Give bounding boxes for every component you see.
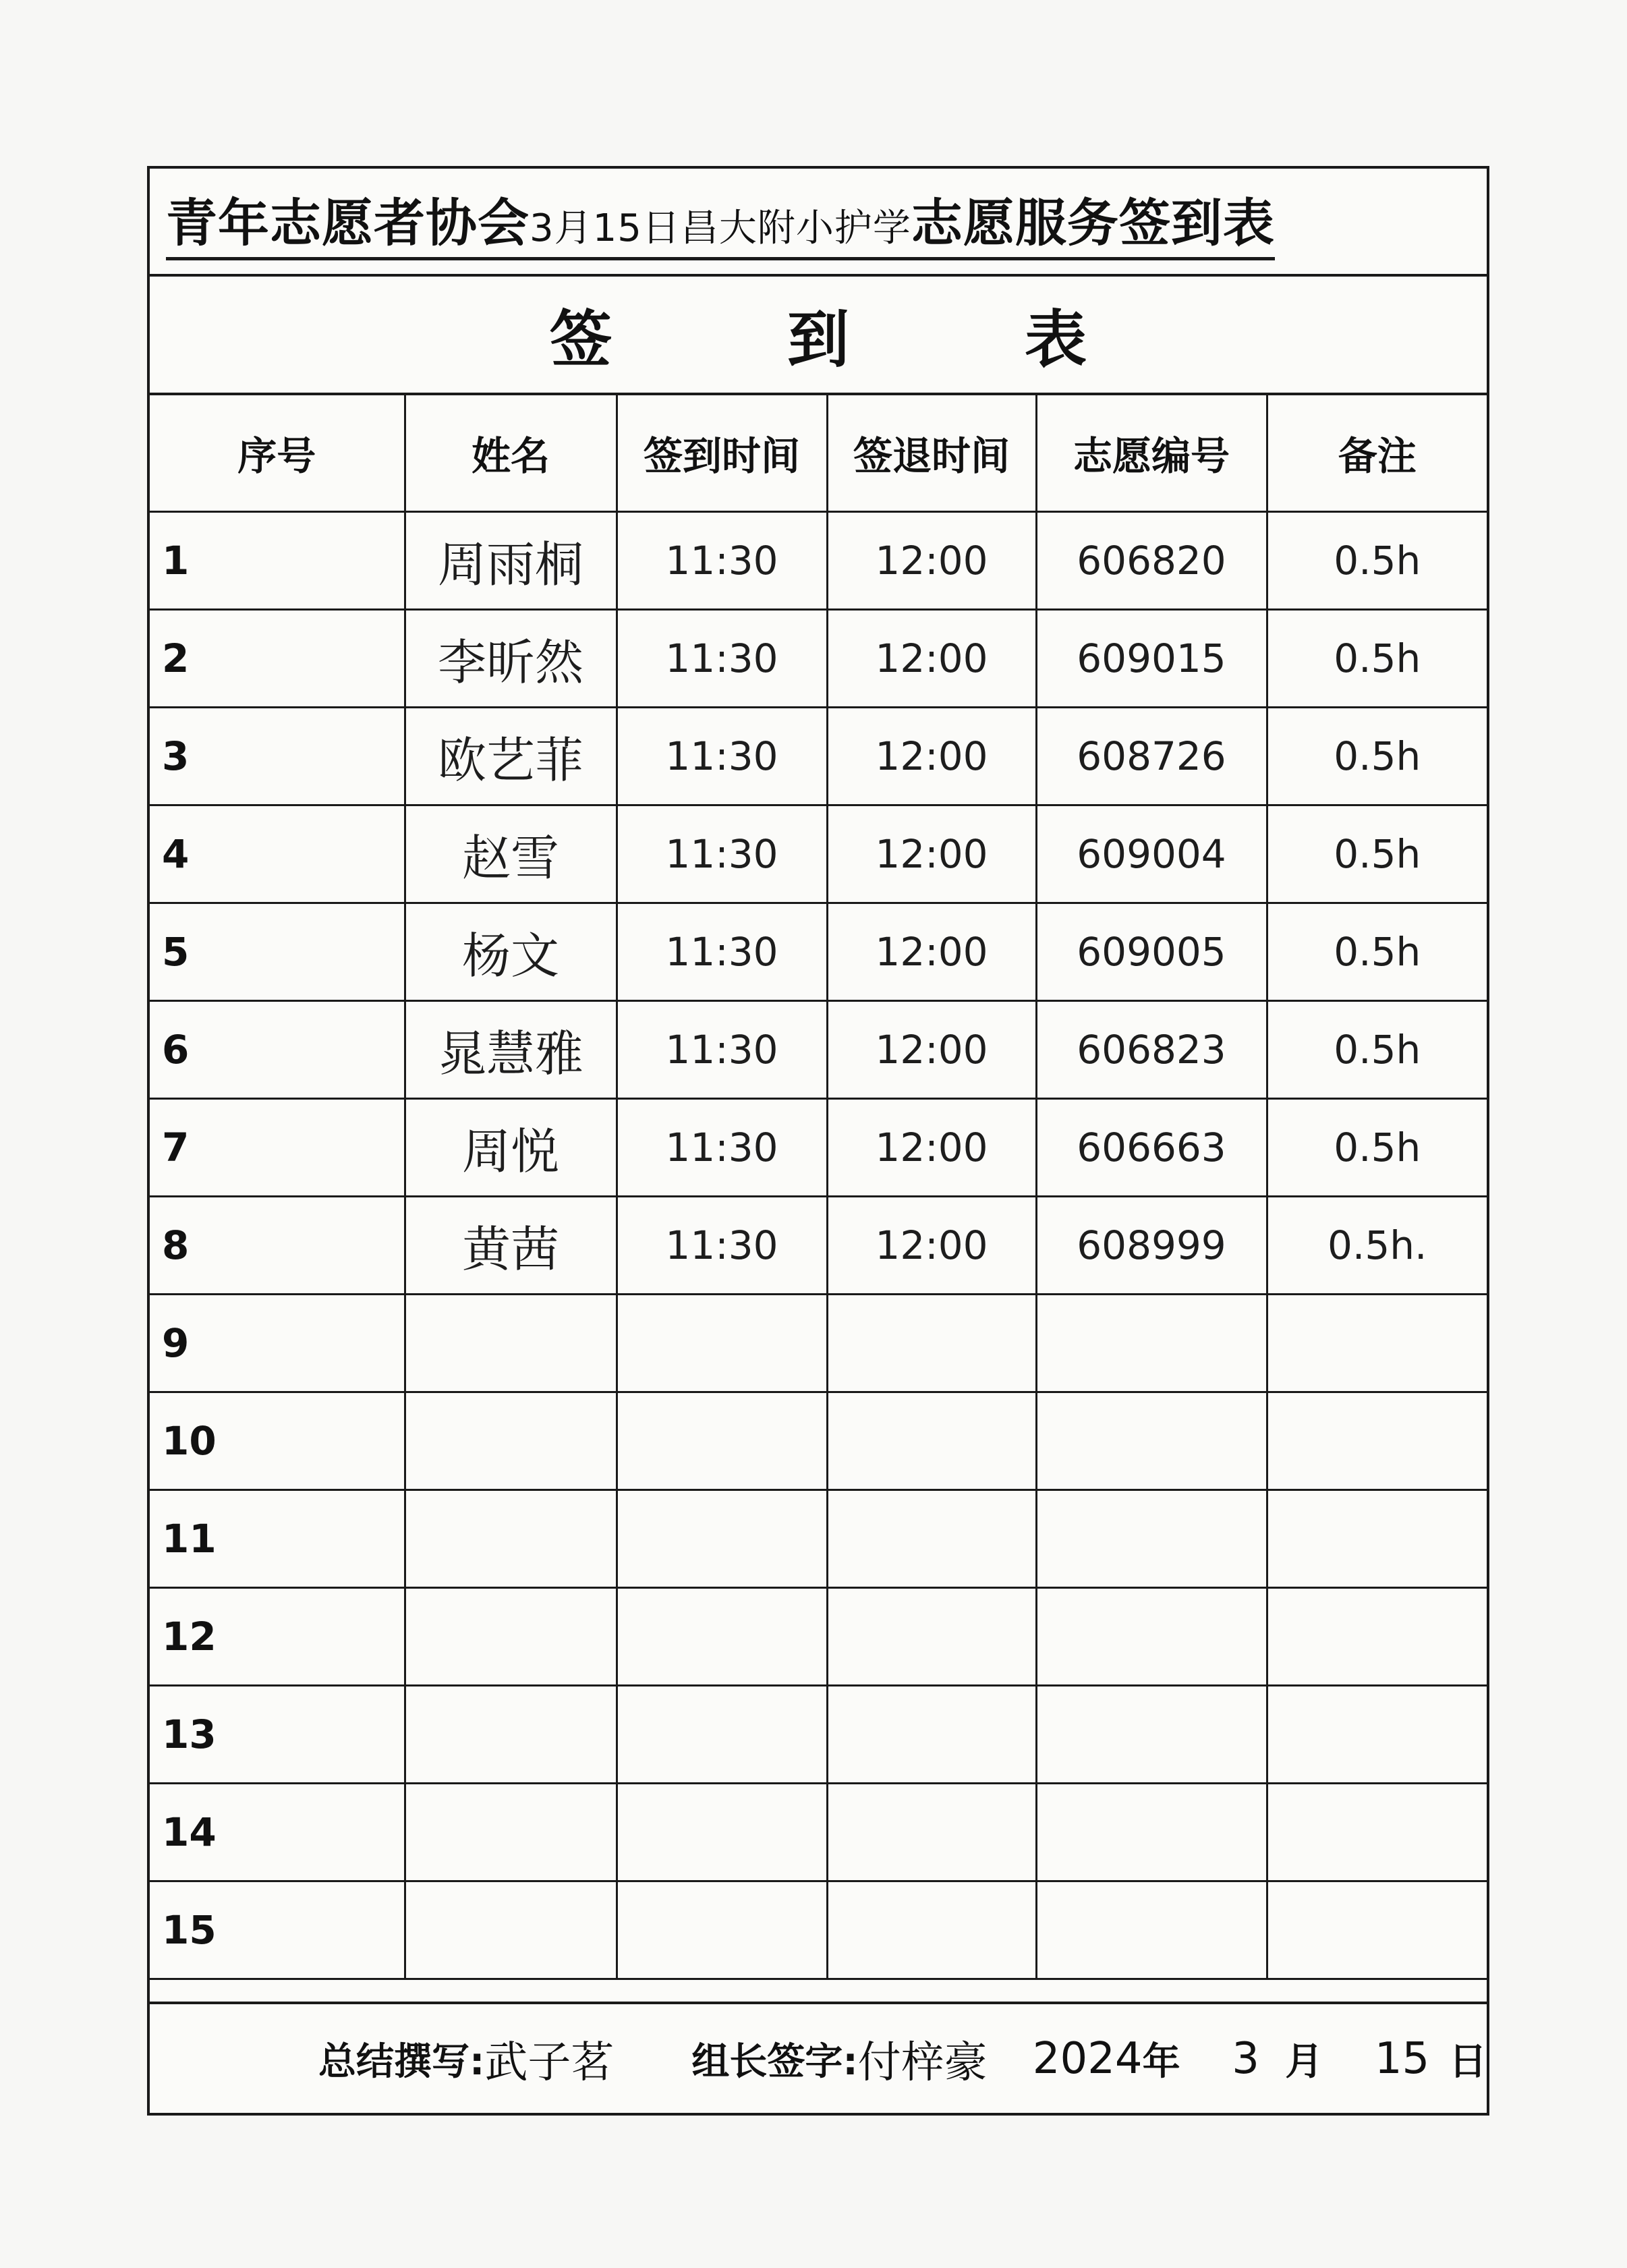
volunteer-name (405, 1587, 617, 1685)
row-index: 6 (150, 1000, 405, 1098)
sign-out-time: 12:00 (827, 707, 1036, 805)
row-index: 1 (150, 511, 405, 609)
sign-in-time (617, 1490, 827, 1587)
row-index: 8 (150, 1196, 405, 1294)
table-row (150, 511, 1487, 609)
volunteer-name: 赵雪 (405, 805, 617, 903)
row-index: 5 (150, 903, 405, 1000)
remark (1267, 1685, 1487, 1783)
remark: 0.5h (1267, 511, 1487, 609)
remark: 0.5h (1267, 1098, 1487, 1196)
row-index: 11 (150, 1490, 405, 1587)
sign-out-time (827, 1294, 1036, 1392)
sign-in-time (617, 1685, 827, 1783)
footer (150, 2002, 1487, 2113)
title-row (150, 169, 1487, 277)
volunteer-name (405, 1685, 617, 1783)
remark: 0.5h (1267, 707, 1487, 805)
volunteer-id (1036, 1294, 1267, 1392)
volunteer-id: 606663 (1036, 1098, 1267, 1196)
title-prefix: 青年志愿者协会 (166, 193, 530, 253)
volunteer-id: 609005 (1036, 903, 1267, 1000)
table-row (150, 1881, 1487, 1979)
volunteer-name: 杨文 (405, 903, 617, 1000)
table-row (150, 1294, 1487, 1392)
table-header-row (150, 395, 1487, 511)
remark (1267, 1490, 1487, 1587)
sign-out-time (827, 1783, 1036, 1881)
table-row (150, 1000, 1487, 1098)
col-header-remarks: 备注 (1267, 395, 1487, 511)
sheet-title (166, 182, 1275, 260)
sign-in-time: 11:30 (617, 805, 827, 903)
remark: 0.5h (1267, 903, 1487, 1000)
sign-in-table (150, 395, 1487, 1980)
col-header-index: 序号 (150, 395, 405, 511)
sign-out-time: 12:00 (827, 805, 1036, 903)
volunteer-name (405, 1294, 617, 1392)
table-row (150, 1783, 1487, 1881)
volunteer-id: 609015 (1036, 609, 1267, 707)
table-row (150, 1098, 1487, 1196)
sign-in-time (617, 1294, 827, 1392)
col-header-name: 姓名 (405, 395, 617, 511)
sign-in-time (617, 1392, 827, 1490)
row-index: 12 (150, 1587, 405, 1685)
sign-out-time: 12:00 (827, 511, 1036, 609)
volunteer-id: 609004 (1036, 805, 1267, 903)
sign-in-time (617, 1783, 827, 1881)
row-index: 10 (150, 1392, 405, 1490)
leader-label: 组长签字: (691, 2039, 858, 2084)
sign-in-time: 11:30 (617, 1098, 827, 1196)
remark (1267, 1587, 1487, 1685)
table-row (150, 1392, 1487, 1490)
volunteer-name (405, 1881, 617, 1979)
sign-in-time (617, 1881, 827, 1979)
summary-writer: 武子茗 (484, 2037, 615, 2088)
volunteer-name: 周雨桐 (405, 511, 617, 609)
sign-out-time: 12:00 (827, 903, 1036, 1000)
table-row (150, 1587, 1487, 1685)
sign-in-sheet (147, 166, 1489, 2116)
sign-in-time: 11:30 (617, 609, 827, 707)
volunteer-name: 周悦 (405, 1098, 617, 1196)
volunteer-id (1036, 1392, 1267, 1490)
row-index: 2 (150, 609, 405, 707)
sign-out-time (827, 1490, 1036, 1587)
table-row (150, 903, 1487, 1000)
remark: 0.5h (1267, 609, 1487, 707)
sign-in-time: 11:30 (617, 1196, 827, 1294)
sign-in-time: 11:30 (617, 1000, 827, 1098)
sign-out-time: 12:00 (827, 1098, 1036, 1196)
volunteer-name (405, 1783, 617, 1881)
col-header-volunteer-id: 志愿编号 (1036, 395, 1267, 511)
volunteer-name: 欧艺菲 (405, 707, 617, 805)
row-index: 9 (150, 1294, 405, 1392)
remark: 0.5h (1267, 1000, 1487, 1098)
remark (1267, 1783, 1487, 1881)
volunteer-id: 606820 (1036, 511, 1267, 609)
table-row (150, 707, 1487, 805)
volunteer-name: 黄茜 (405, 1196, 617, 1294)
row-index: 4 (150, 805, 405, 903)
title-suffix: 志愿服务签到表 (911, 193, 1275, 253)
sign-in-time: 11:30 (617, 707, 827, 805)
table-row (150, 1196, 1487, 1294)
date-day: 15 (1374, 2033, 1430, 2084)
volunteer-name (405, 1392, 617, 1490)
table-row (150, 805, 1487, 903)
table-row (150, 1490, 1487, 1587)
volunteer-id (1036, 1783, 1267, 1881)
sign-in-time (617, 1587, 827, 1685)
volunteer-name: 晁慧雅 (405, 1000, 617, 1098)
sign-out-time (827, 1685, 1036, 1783)
month-label: 月 (1285, 2039, 1323, 2084)
subtitle: 签到表 (150, 277, 1487, 395)
volunteer-id (1036, 1881, 1267, 1979)
row-index: 15 (150, 1881, 405, 1979)
sign-in-time: 11:30 (617, 511, 827, 609)
title-fill-in: 3月15日昌大附小护学 (530, 206, 911, 250)
table-row (150, 609, 1487, 707)
col-header-sign-out-time: 签退时间 (827, 395, 1036, 511)
remark: 0.5h. (1267, 1196, 1487, 1294)
volunteer-id (1036, 1587, 1267, 1685)
volunteer-name (405, 1490, 617, 1587)
table-row (150, 1685, 1487, 1783)
row-index: 7 (150, 1098, 405, 1196)
remark (1267, 1881, 1487, 1979)
row-index: 13 (150, 1685, 405, 1783)
volunteer-name: 李昕然 (405, 609, 617, 707)
volunteer-id: 608726 (1036, 707, 1267, 805)
volunteer-id (1036, 1490, 1267, 1587)
year-label: 年 (1142, 2039, 1180, 2084)
volunteer-id: 608999 (1036, 1196, 1267, 1294)
date-year: 2024 (1032, 2033, 1143, 2084)
sign-in-time: 11:30 (617, 903, 827, 1000)
volunteer-id (1036, 1685, 1267, 1783)
remark (1267, 1294, 1487, 1392)
leader-signatory: 付梓豪 (857, 2037, 988, 2088)
row-index: 3 (150, 707, 405, 805)
sign-out-time (827, 1392, 1036, 1490)
summary-label: 总结撰写: (318, 2039, 485, 2084)
sign-out-time (827, 1881, 1036, 1979)
sign-out-time: 12:00 (827, 1196, 1036, 1294)
remark (1267, 1392, 1487, 1490)
col-header-sign-in-time: 签到时间 (617, 395, 827, 511)
row-index: 14 (150, 1783, 405, 1881)
day-label: 日 (1448, 2039, 1487, 2084)
sign-out-time: 12:00 (827, 609, 1036, 707)
remark: 0.5h (1267, 805, 1487, 903)
sign-out-time (827, 1587, 1036, 1685)
date-month: 3 (1232, 2033, 1259, 2084)
volunteer-id: 606823 (1036, 1000, 1267, 1098)
sign-out-time: 12:00 (827, 1000, 1036, 1098)
